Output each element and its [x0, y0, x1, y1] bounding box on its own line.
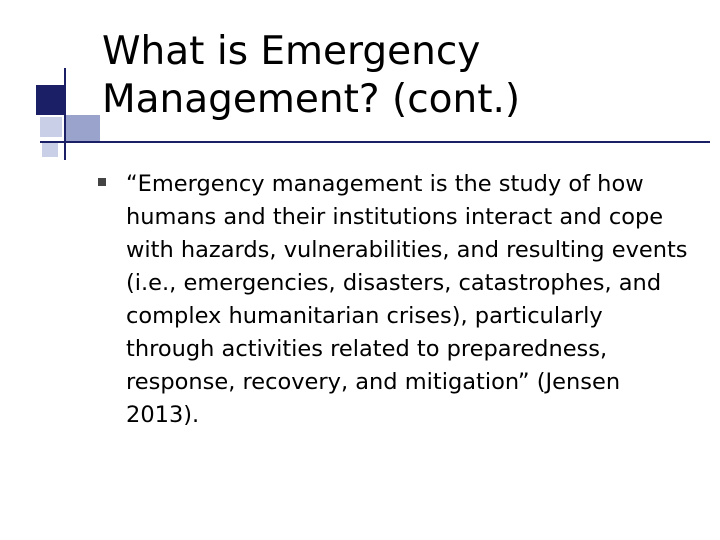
- square-bullet-icon: [98, 178, 106, 186]
- decorative-vertical-line: [64, 68, 66, 160]
- slide-title-line-2: Management? (cont.): [102, 77, 521, 122]
- bullet-text: “Emergency management is the study of how humans and their institutions interact and cope with hazards, vulnerabilities, and resulting events (i.e., emergencies, disasters, catastrophes, and complex humanitarian crises), particularly through activities related to preparedness, response, recovery, and mitigation” (Jensen 2013).: [126, 171, 688, 428]
- slide-title: [102, 28, 702, 124]
- slide-title-line-1: What is Emergency: [102, 29, 481, 74]
- decorative-square-dark: [36, 85, 66, 115]
- title-underline: [40, 141, 710, 143]
- decorative-square-small: [42, 143, 58, 157]
- decorative-square-light: [40, 117, 62, 137]
- decorative-square-mid: [66, 115, 100, 143]
